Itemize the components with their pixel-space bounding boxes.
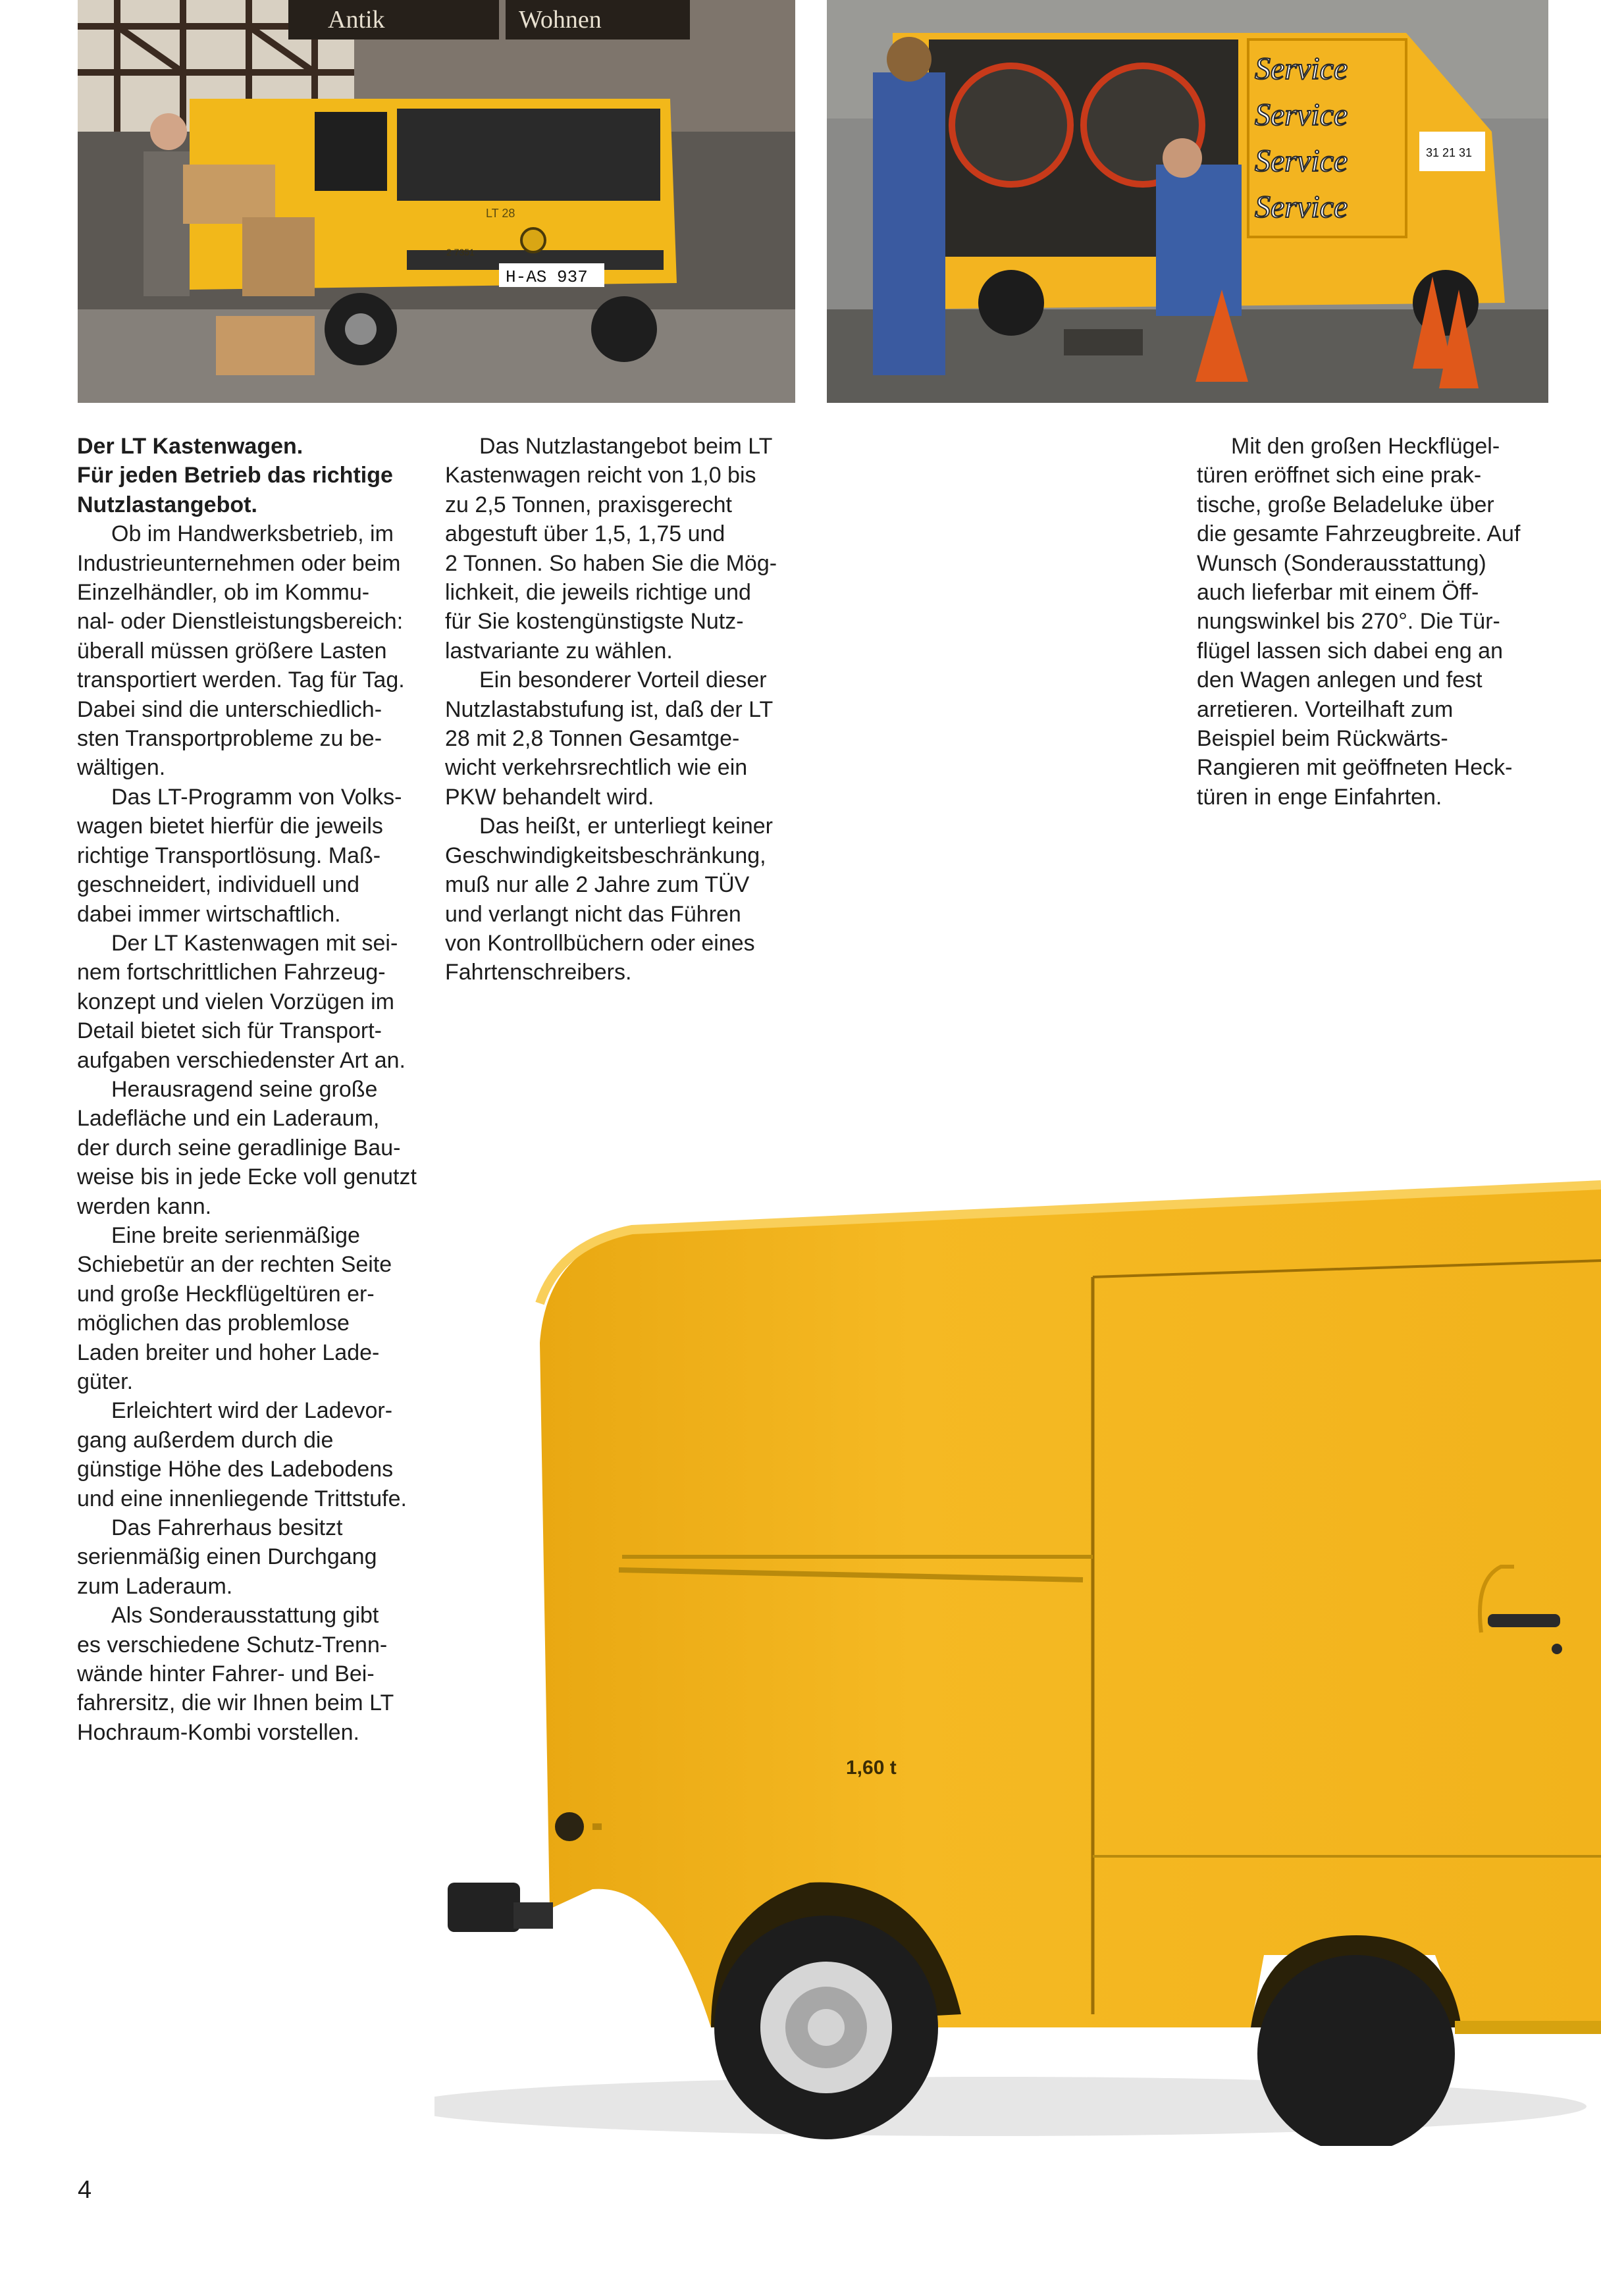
text-line: Der LT Kastenwagen mit sei- <box>111 930 398 956</box>
service-van-photo <box>827 0 1548 403</box>
text-line: zum Laderaum. <box>77 1573 233 1599</box>
text-column-1 <box>77 432 419 1747</box>
street-van-photo <box>78 0 795 403</box>
heading-line: Nutzlastangebot. <box>77 492 257 517</box>
text-line: sten Transportprobleme zu be- <box>77 726 382 752</box>
paragraph <box>77 1221 419 1396</box>
text-line: nem fortschrittlichen Fahrzeug- <box>77 960 386 985</box>
text-line: Ob im Handwerksbetrieb, im <box>111 521 394 547</box>
text-line: PKW behandelt wird. <box>445 784 654 810</box>
text-line: güter. <box>77 1369 134 1394</box>
text-line: wagen bietet hierfür die jeweils <box>77 814 383 839</box>
text-line: Hochraum-Kombi vorstellen. <box>77 1719 359 1745</box>
paragraph <box>77 519 419 783</box>
paragraph <box>445 432 814 665</box>
text-line: Nutzlastabstufung ist, daß der LT <box>445 696 774 722</box>
text-line: Laden breiter und hoher Lade- <box>77 1340 380 1365</box>
text-line: Dabei sind die unterschiedlich- <box>77 696 382 722</box>
text-line: und verlangt nicht das Führen <box>445 901 741 927</box>
text-line: serienmäßig einen Durchgang <box>77 1544 377 1570</box>
text-line: abgestuft über 1,5, 1,75 und <box>445 521 725 547</box>
text-line: Das Nutzlastangebot beim LT <box>479 434 773 459</box>
text-line: wicht verkehrsrechtlich wie ein <box>445 755 748 781</box>
service-text-4: Service <box>1255 190 1348 224</box>
text-line: auch lieferbar mit einem Öff- <box>1197 580 1479 606</box>
service-text-1: Service <box>1255 51 1348 86</box>
text-line: Das LT-Programm von Volks- <box>111 784 402 810</box>
text-line: 28 mit 2,8 Tonnen Gesamtge- <box>445 726 740 752</box>
wohnen-sign: Wohnen <box>519 6 602 34</box>
text-line: geschneidert, individuell und <box>77 872 360 898</box>
text-line: Herausragend seine große <box>111 1076 378 1102</box>
text-line: zu 2,5 Tonnen, praxisgerecht <box>445 492 732 517</box>
service-text-2: Service <box>1255 97 1348 132</box>
heading-line: Der LT Kastenwagen. <box>77 434 303 459</box>
text-line: fahrersitz, die wir Ihnen beim LT <box>77 1690 394 1716</box>
text-line: Kastenwagen reicht von 1,0 bis <box>445 463 756 488</box>
article-heading <box>77 432 419 519</box>
text-line: wältigen. <box>77 755 166 781</box>
text-line: richtige Transportlösung. Maß- <box>77 843 381 868</box>
text-line: Schiebetür an der rechten Seite <box>77 1252 392 1278</box>
text-line: für Sie kostengünstigste Nutz- <box>445 609 744 635</box>
text-line: nal- oder Dienstleistungsbereich: <box>77 609 404 635</box>
text-line: überall müssen größere Lasten <box>77 638 387 664</box>
paragraph <box>77 1601 419 1747</box>
lt-badge: LT 28 <box>486 207 515 220</box>
paragraph <box>445 665 814 812</box>
text-line: gang außerdem durch die <box>77 1427 334 1453</box>
license-plate: H-AS 937 <box>506 267 588 287</box>
text-column-2 <box>445 432 814 987</box>
text-line: arretieren. Vorteilhaft zum <box>1197 696 1454 722</box>
text-line: Detail bietet sich für Transport- <box>77 1018 382 1044</box>
text-line: Industrieunternehmen oder beim <box>77 550 401 576</box>
text-line: 2 Tonnen. So haben Sie die Mög- <box>445 550 777 576</box>
text-line: Als Sonderausstattung gibt <box>111 1603 379 1629</box>
text-line: und eine innenliegende Trittstufe. <box>77 1486 407 1511</box>
text-line: Mit den großen Heckflügel- <box>1231 434 1500 459</box>
text-line: Rangieren mit geöffneten Heck- <box>1197 755 1513 781</box>
text-line: konzept und vielen Vorzügen im <box>77 989 394 1014</box>
large-van-illustration <box>434 1172 1601 2146</box>
text-line: dabei immer wirtschaftlich. <box>77 901 341 927</box>
text-line: Geschwindigkeitsbeschränkung, <box>445 843 766 868</box>
text-line: und große Heckflügeltüren er- <box>77 1281 375 1307</box>
text-line: türen in enge Einfahrten. <box>1197 784 1442 810</box>
text-line: möglichen das problemlose <box>77 1311 350 1336</box>
service-text-3: Service <box>1255 144 1348 178</box>
payload-label: 1,60 t <box>846 1757 897 1779</box>
text-column-3 <box>1197 432 1552 812</box>
paragraph <box>77 1396 419 1513</box>
text-line: weise bis in jede Ecke voll genutzt <box>77 1164 417 1190</box>
text-line: Fahrtenschreibers. <box>445 960 632 985</box>
text-line: Erleichtert wird der Ladevor- <box>111 1398 393 1424</box>
text-line: die gesamte Fahrzeugbreite. Auf <box>1197 521 1521 547</box>
text-line: Ein besonderer Vorteil dieser <box>479 667 767 693</box>
text-line: Eine breite serienmäßige <box>111 1222 360 1248</box>
paragraph <box>77 783 419 929</box>
text-line: nungswinkel bis 270°. Die Tür- <box>1197 609 1500 635</box>
front-number: 2 7351 <box>446 247 475 257</box>
page-number: 4 <box>78 2176 92 2204</box>
text-line: Das heißt, er unterliegt keiner <box>479 814 773 839</box>
text-line: es verschiedene Schutz-Trenn- <box>77 1632 388 1657</box>
text-line: der durch seine geradlinige Bau- <box>77 1135 401 1161</box>
text-line: flügel lassen sich dabei eng an <box>1197 638 1503 664</box>
text-line: werden kann. <box>77 1193 212 1219</box>
paragraph <box>77 1513 419 1601</box>
paragraph <box>1197 432 1552 812</box>
text-line: Beispiel beim Rückwärts- <box>1197 726 1448 752</box>
text-line: günstige Höhe des Ladebodens <box>77 1457 394 1482</box>
paragraph <box>445 812 814 987</box>
text-line: muß nur alle 2 Jahre zum TÜV <box>445 872 750 898</box>
text-line: lichkeit, die jeweils richtige und <box>445 580 751 606</box>
text-line: Das Fahrerhaus besitzt <box>111 1515 343 1541</box>
text-line: von Kontrollbüchern oder eines <box>445 930 755 956</box>
antik-sign: Antik <box>328 6 385 34</box>
text-line: Ladefläche und ein Laderaum, <box>77 1106 380 1132</box>
paragraph <box>77 1075 419 1221</box>
paragraph <box>77 929 419 1075</box>
text-line: den Wagen anlegen und fest <box>1197 667 1483 693</box>
text-line: Wunsch (Sonderausstattung) <box>1197 550 1486 576</box>
text-line: türen eröffnet sich eine prak- <box>1197 463 1482 488</box>
heading-line: Für jeden Betrieb das richtige <box>77 463 393 488</box>
text-line: wände hinter Fahrer- und Bei- <box>77 1661 375 1687</box>
text-line: aufgaben verschiedenster Art an. <box>77 1047 406 1073</box>
service-number: 31 21 31 <box>1426 146 1473 159</box>
text-line: transportiert werden. Tag für Tag. <box>77 667 405 693</box>
text-line: tische, große Beladeluke über <box>1197 492 1494 517</box>
text-line: lastvariante zu wählen. <box>445 638 673 664</box>
text-line: Einzelhändler, ob im Kommu- <box>77 580 370 606</box>
